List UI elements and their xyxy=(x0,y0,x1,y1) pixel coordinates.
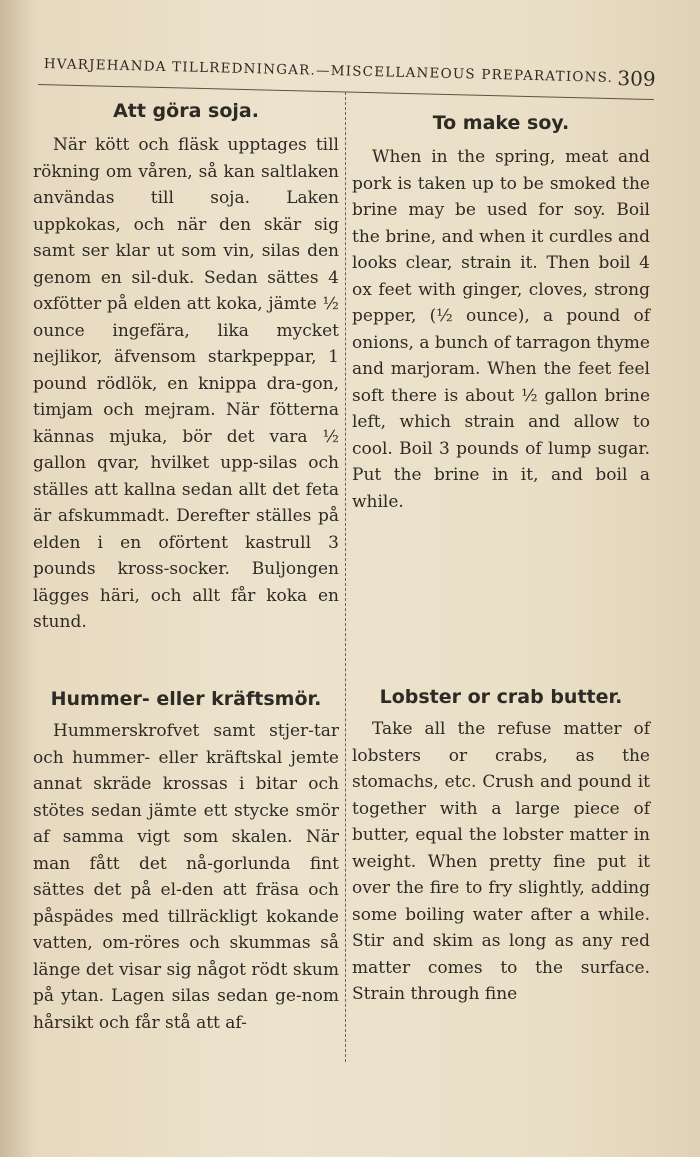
swedish-soy-title: Att göra soja. xyxy=(113,100,259,122)
swedish-lobster-body: Hummerskrofvet samt stjer-tar och hummer- eller kräftskal jemte annat skräde krossas i bitar och stötes sedan jämte ett stycke smör af samma vigt som skalen. När man fått det nå-gorlunda fint sättes det på el-den att fräsa och påspädes med tillräckligt kokande vatten, om-röres och skummas så länge det visar sig något rödt skum på ytan. Lagen silas sedan ge-nom hårsikt och får stå att af- xyxy=(33,721,339,1033)
running-head-text: HVARJEHANDA TILLREDNINGAR.—MISCELLANEOUS PREPARATIONS. xyxy=(43,56,614,86)
english-soy-body: When in the spring, meat and pork is taken up to be smoked the brine may be used for soy. Boil the brine, and when it curdles and looks clear, strain it. Then boil 4 ox feet with ginger, cloves, strong pepper, (½ ounce), a pound of onions, a bunch of tarragon thyme and marjoram. When the feet feel soft there is about ½ gallon brine left, which strain and allow to cool. Boil 3 pounds of lump sugar. Put the brine in it, and boil a while. xyxy=(352,147,650,512)
swedish-soy-body: När kött och fläsk upptages till rökning om våren, så kan saltlaken användas till soja. Laken uppkokas, och när den skär sig samt ser klar ut som vin, silas den genom en sil-duk. Sedan sättes 4 oxfötter på elden att koka, jämte ½ ounce ingefära, lika mycket nejlikor, äfvensom starkpeppar, 1 pound rödlök, en knippa dra-gon, timjam och mejram. När fötterna kännas mjuka, bör det vara ½ gallon qvar, hvilket upp-silas och ställes att kallna sedan allt det feta är afskummadt. Derefter ställes på elden i en oförtent kastrull 3 pounds kross-socker. Buljongen lägges häri, och allt får koka en stund. xyxy=(33,135,339,632)
swedish-soy-section xyxy=(33,100,339,636)
english-lobster-title: Lobster or crab butter. xyxy=(379,686,623,708)
column-divider xyxy=(345,92,346,1062)
running-header xyxy=(43,56,656,91)
page-number: 309 xyxy=(617,66,656,91)
english-lobster-section xyxy=(352,686,650,1008)
english-lobster-body: Take all the refuse matter of lobsters or crabs, as the stomachs, etc. Crush and pound it together with a large piece of butter, equal the lobster matter in weight. When pretty fine put it over the fire to fry slightly, adding some boiling water after a while. Stir and skim as long as any red matter comes to the surface. Strain through fine xyxy=(352,719,650,1004)
english-soy-section xyxy=(352,112,650,515)
english-soy-title: To make soy. xyxy=(432,112,570,134)
swedish-lobster-section xyxy=(33,688,339,1036)
swedish-lobster-title: Hummer- eller kräftsmör. xyxy=(50,688,322,710)
